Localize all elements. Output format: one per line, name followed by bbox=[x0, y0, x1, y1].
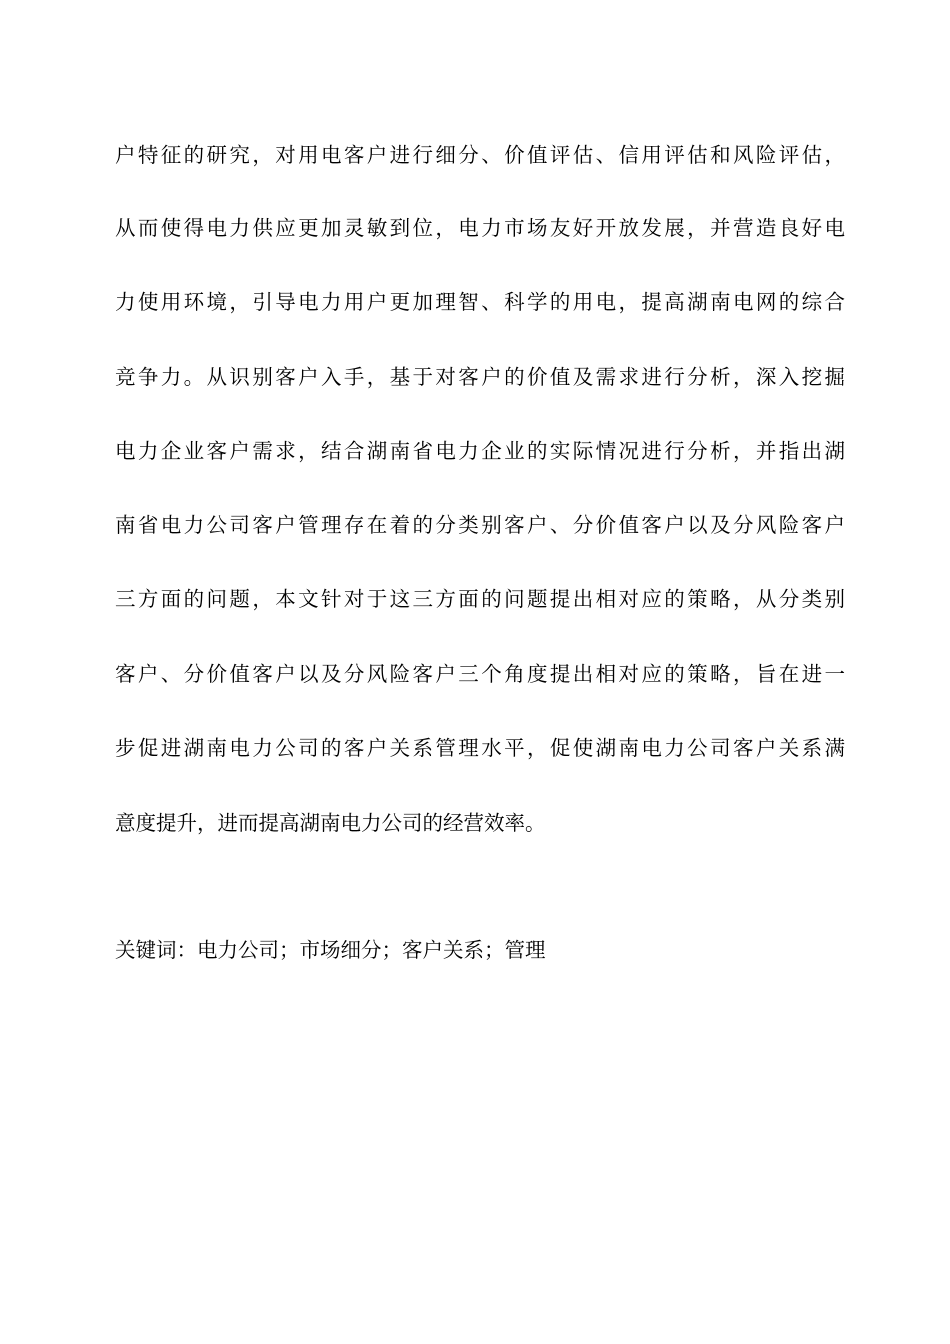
abstract-line: 意度提升，进而提高湖南电力公司的经营效率。 bbox=[115, 811, 546, 835]
abstract-line: 户特征的研究，对用电客户进行细分、价值评估、信用评估和风险评估， bbox=[115, 143, 845, 167]
abstract-line: 竞争力。从识别客户入手，基于对客户的价值及需求进行分析，深入挖掘 bbox=[115, 365, 845, 389]
abstract-line: 力使用环境，引导电力用户更加理智、科学的用电，提高湖南电网的综合 bbox=[115, 290, 845, 314]
abstract-line: 从而使得电力供应更加灵敏到位，电力市场友好开放发展，并营造良好电 bbox=[115, 216, 845, 240]
abstract-line: 南省电力公司客户管理存在着的分类别客户、分价值客户以及分风险客户 bbox=[115, 513, 845, 537]
abstract-line: 客户、分价值客户以及分风险客户三个角度提出相对应的策略，旨在进一 bbox=[115, 662, 845, 686]
abstract-line: 三方面的问题，本文针对于这三方面的问题提出相对应的策略，从分类别 bbox=[115, 587, 845, 611]
keywords-line: 关键词：电力公司；市场细分；客户关系；管理 bbox=[115, 938, 546, 962]
abstract-line: 步促进湖南电力公司的客户关系管理水平，促使湖南电力公司客户关系满 bbox=[115, 736, 845, 760]
abstract-line: 电力企业客户需求，结合湖南省电力企业的实际情况进行分析，并指出湖 bbox=[115, 439, 845, 463]
